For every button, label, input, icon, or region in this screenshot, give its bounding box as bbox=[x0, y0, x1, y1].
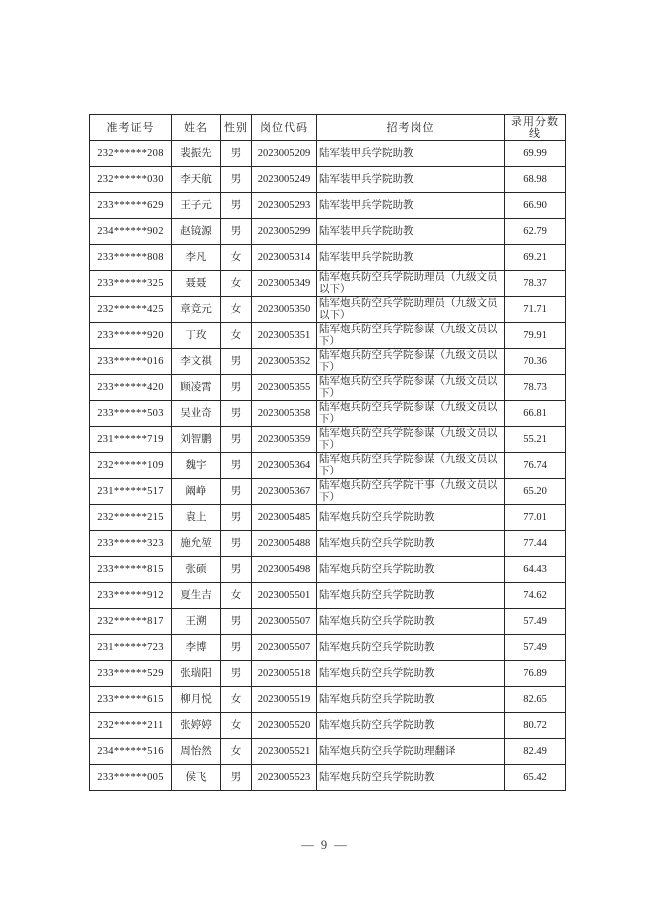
cell-gender: 男 bbox=[221, 609, 252, 635]
table-row bbox=[90, 635, 566, 661]
cell-gender: 男 bbox=[221, 427, 252, 453]
cell-position_code: 2023005349 bbox=[252, 271, 317, 297]
cell-position_code: 2023005519 bbox=[252, 687, 317, 713]
cell-score: 68.98 bbox=[505, 167, 566, 193]
table-row bbox=[90, 739, 566, 765]
cell-gender: 女 bbox=[221, 297, 252, 323]
table-row bbox=[90, 167, 566, 193]
table-row bbox=[90, 765, 566, 791]
table-row bbox=[90, 661, 566, 687]
cell-exam_id: 231******723 bbox=[90, 635, 172, 661]
cell-position_code: 2023005350 bbox=[252, 297, 317, 323]
column-header-position-code: 岗位代码 bbox=[252, 115, 317, 141]
table-row bbox=[90, 505, 566, 531]
cell-position: 陆军炮兵防空兵学院助理翻译 bbox=[317, 739, 505, 765]
cell-position_code: 2023005521 bbox=[252, 739, 317, 765]
cell-gender: 男 bbox=[221, 219, 252, 245]
cell-gender: 男 bbox=[221, 505, 252, 531]
page-footer bbox=[0, 838, 650, 853]
table-row bbox=[90, 401, 566, 427]
table-row bbox=[90, 297, 566, 323]
cell-gender: 男 bbox=[221, 557, 252, 583]
cell-score: 77.01 bbox=[505, 505, 566, 531]
cell-position_code: 2023005293 bbox=[252, 193, 317, 219]
cell-exam_id: 234******516 bbox=[90, 739, 172, 765]
cell-score: 78.73 bbox=[505, 375, 566, 401]
cell-name: 侯飞 bbox=[172, 765, 221, 791]
cell-exam_id: 231******517 bbox=[90, 479, 172, 505]
cell-position: 陆军炮兵防空兵学院干事（九级文员以下） bbox=[317, 479, 505, 505]
table-row bbox=[90, 609, 566, 635]
cell-name: 周怡然 bbox=[172, 739, 221, 765]
cell-score: 77.44 bbox=[505, 531, 566, 557]
cell-position: 陆军炮兵防空兵学院助理员（九级文员以下） bbox=[317, 271, 505, 297]
cell-position: 陆军炮兵防空兵学院助教 bbox=[317, 713, 505, 739]
column-header-name: 姓名 bbox=[172, 115, 221, 141]
cell-score: 57.49 bbox=[505, 635, 566, 661]
cell-exam_id: 233******920 bbox=[90, 323, 172, 349]
cell-position: 陆军炮兵防空兵学院参谋（九级文员以下） bbox=[317, 453, 505, 479]
cell-position: 陆军炮兵防空兵学院助教 bbox=[317, 765, 505, 791]
cell-position: 陆军炮兵防空兵学院助教 bbox=[317, 583, 505, 609]
cell-position_code: 2023005352 bbox=[252, 349, 317, 375]
table-row bbox=[90, 193, 566, 219]
cell-name: 李凡 bbox=[172, 245, 221, 271]
cell-position: 陆军炮兵防空兵学院参谋（九级文员以下） bbox=[317, 427, 505, 453]
cell-score: 64.43 bbox=[505, 557, 566, 583]
cell-name: 顾凌霄 bbox=[172, 375, 221, 401]
column-header-exam-id: 准考证号 bbox=[90, 115, 172, 141]
cell-gender: 女 bbox=[221, 271, 252, 297]
cell-position: 陆军装甲兵学院助教 bbox=[317, 193, 505, 219]
cell-score: 57.49 bbox=[505, 609, 566, 635]
cell-gender: 女 bbox=[221, 713, 252, 739]
cell-name: 李博 bbox=[172, 635, 221, 661]
cell-gender: 男 bbox=[221, 401, 252, 427]
cell-name: 施允堃 bbox=[172, 531, 221, 557]
cell-position_code: 2023005249 bbox=[252, 167, 317, 193]
cell-score: 78.37 bbox=[505, 271, 566, 297]
cell-exam_id: 233******323 bbox=[90, 531, 172, 557]
cell-exam_id: 231******719 bbox=[90, 427, 172, 453]
cell-position: 陆军装甲兵学院助教 bbox=[317, 141, 505, 167]
table-row bbox=[90, 531, 566, 557]
cell-position_code: 2023005299 bbox=[252, 219, 317, 245]
cell-name: 张硕 bbox=[172, 557, 221, 583]
table-row bbox=[90, 323, 566, 349]
table-row bbox=[90, 453, 566, 479]
cell-position_code: 2023005367 bbox=[252, 479, 317, 505]
cell-name: 丁玫 bbox=[172, 323, 221, 349]
cell-gender: 女 bbox=[221, 687, 252, 713]
cell-gender: 男 bbox=[221, 167, 252, 193]
table-row bbox=[90, 219, 566, 245]
cell-name: 李文祺 bbox=[172, 349, 221, 375]
cell-gender: 男 bbox=[221, 661, 252, 687]
cell-gender: 男 bbox=[221, 453, 252, 479]
cell-position: 陆军炮兵防空兵学院参谋（九级文员以下） bbox=[317, 323, 505, 349]
cell-exam_id: 233******912 bbox=[90, 583, 172, 609]
cell-exam_id: 232******215 bbox=[90, 505, 172, 531]
cell-name: 张瑞阳 bbox=[172, 661, 221, 687]
cell-position: 陆军炮兵防空兵学院助教 bbox=[317, 687, 505, 713]
cell-score: 71.71 bbox=[505, 297, 566, 323]
table-row bbox=[90, 349, 566, 375]
cell-position: 陆军炮兵防空兵学院参谋（九级文员以下） bbox=[317, 375, 505, 401]
cell-position_code: 2023005498 bbox=[252, 557, 317, 583]
cell-exam_id: 233******529 bbox=[90, 661, 172, 687]
table-body bbox=[90, 141, 566, 791]
column-header-position: 招考岗位 bbox=[317, 115, 505, 141]
cell-exam_id: 232******211 bbox=[90, 713, 172, 739]
cell-score: 55.21 bbox=[505, 427, 566, 453]
cell-name: 赵镜源 bbox=[172, 219, 221, 245]
cell-gender: 男 bbox=[221, 375, 252, 401]
cell-position: 陆军炮兵防空兵学院助教 bbox=[317, 635, 505, 661]
cell-position: 陆军炮兵防空兵学院助教 bbox=[317, 661, 505, 687]
cell-score: 66.90 bbox=[505, 193, 566, 219]
cell-position_code: 2023005501 bbox=[252, 583, 317, 609]
cell-position: 陆军装甲兵学院助教 bbox=[317, 167, 505, 193]
table-row bbox=[90, 375, 566, 401]
cell-exam_id: 233******005 bbox=[90, 765, 172, 791]
cell-gender: 女 bbox=[221, 245, 252, 271]
cell-position_code: 2023005488 bbox=[252, 531, 317, 557]
cell-gender: 女 bbox=[221, 739, 252, 765]
cell-gender: 男 bbox=[221, 349, 252, 375]
cell-exam_id: 232******030 bbox=[90, 167, 172, 193]
cell-exam_id: 233******503 bbox=[90, 401, 172, 427]
cell-name: 柳月悦 bbox=[172, 687, 221, 713]
cell-gender: 女 bbox=[221, 323, 252, 349]
table-row bbox=[90, 271, 566, 297]
cell-name: 吴业奇 bbox=[172, 401, 221, 427]
cell-score: 65.42 bbox=[505, 765, 566, 791]
cell-position_code: 2023005364 bbox=[252, 453, 317, 479]
cell-exam_id: 233******420 bbox=[90, 375, 172, 401]
table-row bbox=[90, 141, 566, 167]
table-row bbox=[90, 687, 566, 713]
table-row bbox=[90, 583, 566, 609]
cell-exam_id: 234******902 bbox=[90, 219, 172, 245]
cell-exam_id: 233******808 bbox=[90, 245, 172, 271]
cell-position_code: 2023005485 bbox=[252, 505, 317, 531]
cell-exam_id: 232******109 bbox=[90, 453, 172, 479]
cell-name: 王溯 bbox=[172, 609, 221, 635]
table-header-row bbox=[90, 115, 566, 141]
cell-name: 袁上 bbox=[172, 505, 221, 531]
cell-position_code: 2023005351 bbox=[252, 323, 317, 349]
cell-name: 聂聂 bbox=[172, 271, 221, 297]
cell-gender: 男 bbox=[221, 765, 252, 791]
table-row bbox=[90, 427, 566, 453]
column-header-gender: 性别 bbox=[221, 115, 252, 141]
cell-position_code: 2023005358 bbox=[252, 401, 317, 427]
cell-score: 76.74 bbox=[505, 453, 566, 479]
cell-position_code: 2023005523 bbox=[252, 765, 317, 791]
cell-score: 79.91 bbox=[505, 323, 566, 349]
cell-name: 刘智鹏 bbox=[172, 427, 221, 453]
recruitment-score-table bbox=[89, 114, 566, 791]
cell-gender: 男 bbox=[221, 141, 252, 167]
cell-score: 65.20 bbox=[505, 479, 566, 505]
cell-position_code: 2023005209 bbox=[252, 141, 317, 167]
cell-exam_id: 232******425 bbox=[90, 297, 172, 323]
cell-position_code: 2023005520 bbox=[252, 713, 317, 739]
cell-name: 阚峥 bbox=[172, 479, 221, 505]
cell-score: 74.62 bbox=[505, 583, 566, 609]
cell-position: 陆军炮兵防空兵学院助教 bbox=[317, 557, 505, 583]
table-row bbox=[90, 713, 566, 739]
table-row bbox=[90, 557, 566, 583]
table-row bbox=[90, 245, 566, 271]
cell-gender: 男 bbox=[221, 193, 252, 219]
cell-position: 陆军炮兵防空兵学院参谋（九级文员以下） bbox=[317, 401, 505, 427]
cell-position: 陆军炮兵防空兵学院助教 bbox=[317, 609, 505, 635]
cell-name: 王子元 bbox=[172, 193, 221, 219]
cell-exam_id: 232******208 bbox=[90, 141, 172, 167]
column-header-score: 录用分数线 bbox=[505, 115, 566, 141]
cell-score: 70.36 bbox=[505, 349, 566, 375]
cell-name: 章竞元 bbox=[172, 297, 221, 323]
cell-gender: 女 bbox=[221, 583, 252, 609]
cell-score: 82.49 bbox=[505, 739, 566, 765]
cell-name: 夏生吉 bbox=[172, 583, 221, 609]
cell-gender: 男 bbox=[221, 479, 252, 505]
cell-position_code: 2023005507 bbox=[252, 635, 317, 661]
cell-position_code: 2023005314 bbox=[252, 245, 317, 271]
cell-score: 69.21 bbox=[505, 245, 566, 271]
cell-name: 魏宇 bbox=[172, 453, 221, 479]
cell-exam_id: 233******629 bbox=[90, 193, 172, 219]
cell-exam_id: 233******615 bbox=[90, 687, 172, 713]
cell-name: 裴振先 bbox=[172, 141, 221, 167]
cell-score: 82.65 bbox=[505, 687, 566, 713]
cell-name: 李天航 bbox=[172, 167, 221, 193]
cell-exam_id: 232******817 bbox=[90, 609, 172, 635]
cell-gender: 男 bbox=[221, 635, 252, 661]
cell-score: 62.79 bbox=[505, 219, 566, 245]
cell-position_code: 2023005355 bbox=[252, 375, 317, 401]
cell-position: 陆军装甲兵学院助教 bbox=[317, 219, 505, 245]
cell-position: 陆军炮兵防空兵学院助理员（九级文员以下） bbox=[317, 297, 505, 323]
table-row bbox=[90, 479, 566, 505]
cell-score: 80.72 bbox=[505, 713, 566, 739]
cell-position_code: 2023005359 bbox=[252, 427, 317, 453]
cell-position: 陆军炮兵防空兵学院参谋（九级文员以下） bbox=[317, 349, 505, 375]
cell-score: 76.89 bbox=[505, 661, 566, 687]
cell-gender: 男 bbox=[221, 531, 252, 557]
cell-position_code: 2023005507 bbox=[252, 609, 317, 635]
cell-position: 陆军炮兵防空兵学院助教 bbox=[317, 505, 505, 531]
cell-exam_id: 233******016 bbox=[90, 349, 172, 375]
cell-position_code: 2023005518 bbox=[252, 661, 317, 687]
cell-score: 66.81 bbox=[505, 401, 566, 427]
cell-score: 69.99 bbox=[505, 141, 566, 167]
page-number: — 9 — bbox=[301, 838, 349, 852]
cell-exam_id: 233******325 bbox=[90, 271, 172, 297]
cell-name: 张婷婷 bbox=[172, 713, 221, 739]
cell-position: 陆军装甲兵学院助教 bbox=[317, 245, 505, 271]
cell-exam_id: 233******815 bbox=[90, 557, 172, 583]
cell-position: 陆军炮兵防空兵学院助教 bbox=[317, 531, 505, 557]
